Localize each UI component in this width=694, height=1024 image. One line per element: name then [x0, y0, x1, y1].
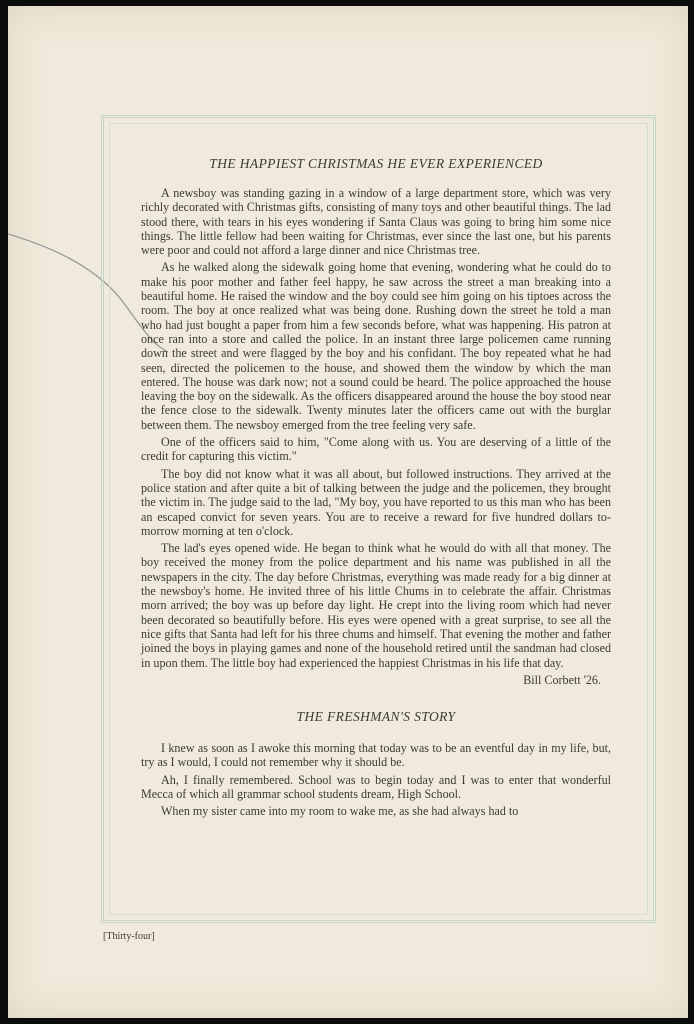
yearbook-page — [8, 6, 688, 1018]
story-title: THE FRESHMAN'S STORY — [296, 709, 456, 725]
page-number: [Thirty-four] — [103, 931, 155, 942]
story-paragraph: Ah, I finally remembered. School was to begin today and I was to enter that wonderful Mecca of which all grammar school students dream, High School. — [141, 772, 611, 801]
story-paragraph: One of the officers said to him, "Come along with us. You are deserving of a little of the credit for capturing this victim." — [141, 435, 611, 464]
story-paragraph: The lad's eyes opened wide. He began to think what he would do with all that money. The boy received the money from the police department and his name was published in all the newspapers in the city. The day before Christmas, everything was made ready for a big dinner at the newsboy's home. He invited three of his little Chums in to celebrate the affair. Christmas morn arrived; the boy was up before day light. He crept into the living room which had never been decorated so beautifully before. His eyes were opened with a great surprise, to see all the nice gifts that Santa had left for his three chums and himself. That evening the mother and father joined the boys in playing games and none of the household retired until the sandman had closed in upon them. The little boy had experienced the happiest Christmas in his life that day. — [141, 541, 611, 670]
story-paragraph: When my sister came into my room to wake me, as she had always had to — [161, 804, 519, 819]
story-paragraph: The boy did not know what it was all about, but followed instructions. They arrived at the police station and after quite a bit of talking between the judge and the policemen, they brought the victim in. The judge said to the lad, "My boy, you have reported to us this man who has been an escaped convict for seven years. You are to receive a reward for five hundred dollars to-morrow morning at ten o'clock. — [141, 466, 611, 538]
story-title: THE HAPPIEST CHRISTMAS HE EVER EXPERIENCED — [209, 156, 543, 171]
author-signature: Bill Corbett '26. — [523, 672, 601, 687]
story-paragraph: A newsboy was standing gazing in a window of a large department store, which was very richly decorated with Christmas gifts, consisting of many toys and other beautiful things. The lad stood there, with tears in his eyes wondering if Santa Claus was going to bring him some nice things. The little fellow had been waiting for Christmas, ever since the last one, but his parents were poor and could not afford a large dinner and nice Christmas tree. — [141, 186, 612, 258]
story-paragraph: As he walked along the sidewalk going home that evening, wondering what he could do to make his poor mother and father feel happy, he saw across the street a man breaking into a beautiful home. He raised the window and the boy could see him going on his tiptoes across the room. The boy at once realized what was being done. Rushing down the street he told a man who had just bought a paper from him a few seconds before, what was happening. His patron at once ran into a store and called the police. In an instant three large policemen came running down the street and were flagged by the boy and his confidant. The boy repeated what he had seen, directed the policemen to the house, and showed them the window by which the man entered. The house was dark now; not a sound could be heard. The police approached the house leaving the boy on the sidewalk. As the officers disappeared around the house the boy stood near the fence close to the sidewalk. Twenty minutes later the officers came out with the burglar between them. The newsboy emerged from the tree feeling very safe. — [141, 260, 611, 432]
page-content — [141, 156, 611, 822]
story-paragraph: I knew as soon as I awoke this morning that today was to be an eventful day in my life, but, try as I would, I could not remember why it should be. — [141, 741, 611, 770]
